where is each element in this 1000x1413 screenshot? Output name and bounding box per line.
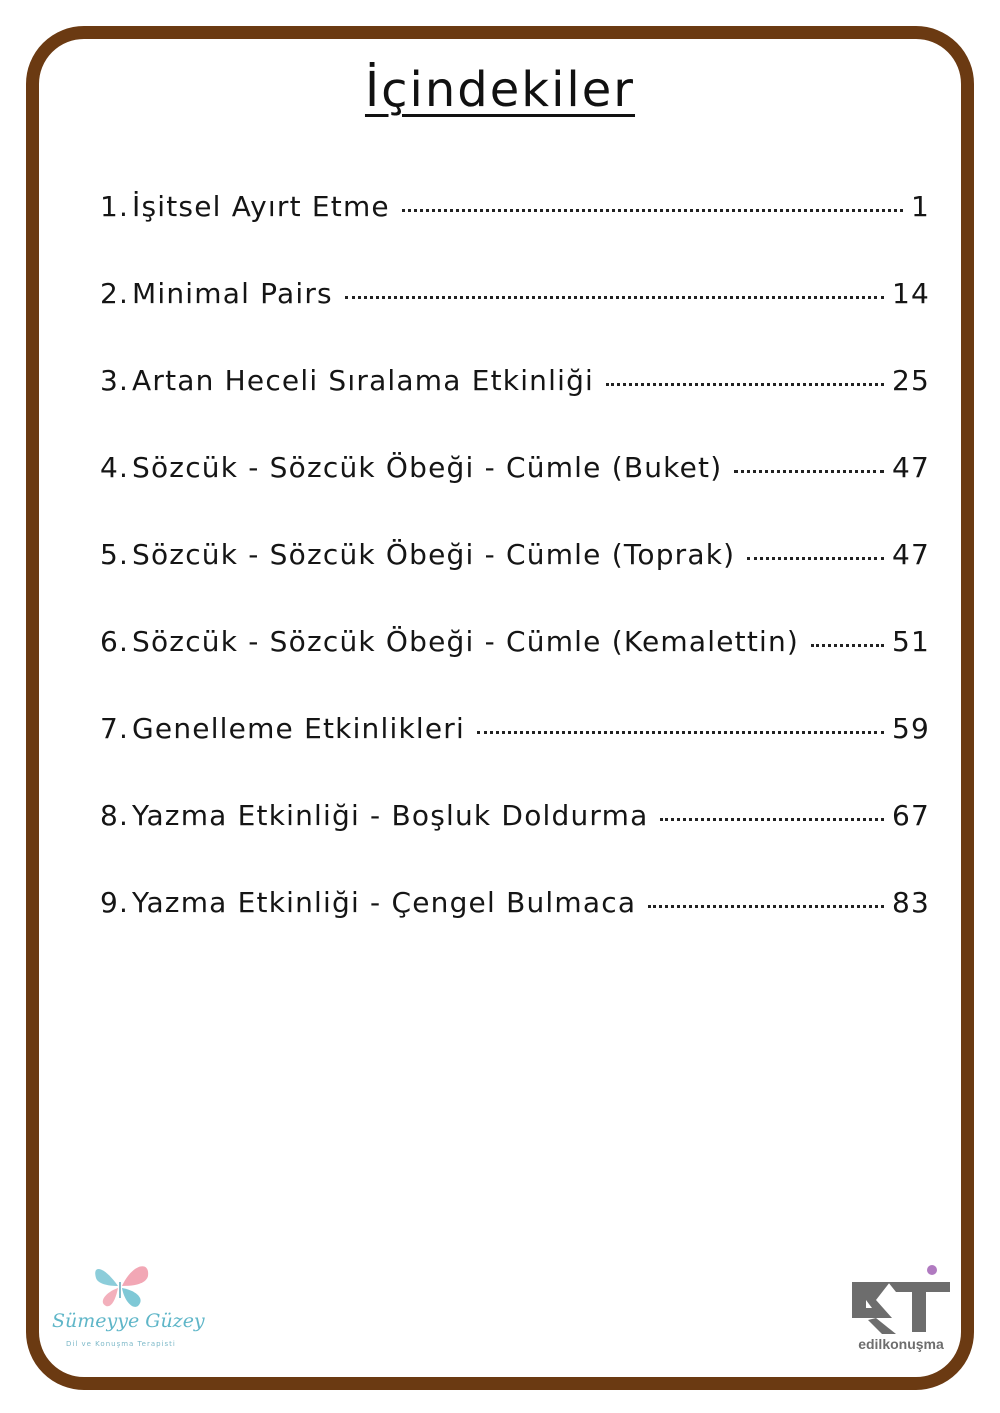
therapist-logo: [52, 1258, 205, 1358]
toc-entry-number: 6.: [100, 625, 130, 658]
toc-dot-leader: [747, 557, 884, 560]
toc-entry-7[interactable]: [100, 712, 930, 799]
toc-entry-9[interactable]: [100, 886, 930, 973]
butterfly-icon: [52, 1258, 192, 1314]
toc-entry-page: 67: [891, 799, 930, 832]
toc-entry-5[interactable]: [100, 538, 930, 625]
toc-entry-page: 83: [891, 886, 930, 919]
toc-dot-leader: [606, 383, 884, 386]
toc-entry-number: 3.: [100, 364, 130, 397]
page-title-text: İçindekiler: [364, 62, 636, 118]
toc-entry-number: 2.: [100, 277, 130, 310]
toc-entry-title: Yazma Etkinliği - Boşluk Doldurma: [132, 799, 649, 832]
toc-entry-page: 14: [891, 277, 930, 310]
table-of-contents: [100, 190, 930, 973]
toc-entry-number: 4.: [100, 451, 130, 484]
therapist-subtitle: Dil ve Konuşma Terapisti: [66, 1340, 176, 1348]
toc-entry-page: 59: [891, 712, 930, 745]
toc-entry-number: 5.: [100, 538, 130, 571]
toc-entry-4[interactable]: [100, 451, 930, 538]
toc-entry-number: 1.: [100, 190, 130, 223]
toc-entry-6[interactable]: [100, 625, 930, 712]
toc-dot-leader: [648, 905, 884, 908]
toc-entry-page: 47: [891, 538, 930, 571]
toc-dot-leader: [811, 644, 884, 647]
toc-entry-title: Minimal Pairs: [132, 277, 333, 310]
toc-entry-1[interactable]: [100, 190, 930, 277]
toc-dot-leader: [734, 470, 884, 473]
edilkonusma-logo: [846, 1262, 956, 1357]
toc-entry-number: 9.: [100, 886, 130, 919]
toc-entry-page: 25: [891, 364, 930, 397]
toc-entry-3[interactable]: [100, 364, 930, 451]
toc-entry-title: Sözcük - Sözcük Öbeği - Cümle (Buket): [132, 451, 723, 484]
toc-entry-number: 8.: [100, 799, 130, 832]
bt-logo-icon: [846, 1262, 956, 1336]
toc-entry-number: 7.: [100, 712, 130, 745]
toc-entry-title: Artan Heceli Sıralama Etkinliği: [132, 364, 595, 397]
toc-dot-leader: [660, 818, 883, 821]
toc-entry-title: Sözcük - Sözcük Öbeği - Cümle (Kemalettin): [132, 625, 800, 658]
toc-entry-title: İşitsel Ayırt Etme: [132, 190, 390, 223]
toc-dot-leader: [477, 731, 884, 734]
toc-entry-title: Genelleme Etkinlikleri: [132, 712, 465, 745]
toc-entry-title: Yazma Etkinliği - Çengel Bulmaca: [132, 886, 637, 919]
brand-name: edilkonuşma: [858, 1336, 944, 1352]
toc-dot-leader: [345, 296, 884, 299]
toc-entry-8[interactable]: [100, 799, 930, 886]
toc-entry-title: Sözcük - Sözcük Öbeği - Cümle (Toprak): [132, 538, 736, 571]
toc-entry-page: 1: [910, 190, 930, 223]
toc-dot-leader: [402, 209, 903, 212]
therapist-signature: Sümeyye Güzey: [52, 1310, 205, 1332]
page-title: [0, 62, 1000, 118]
toc-entry-page: 51: [891, 625, 930, 658]
toc-entry-2[interactable]: [100, 277, 930, 364]
toc-entry-page: 47: [891, 451, 930, 484]
